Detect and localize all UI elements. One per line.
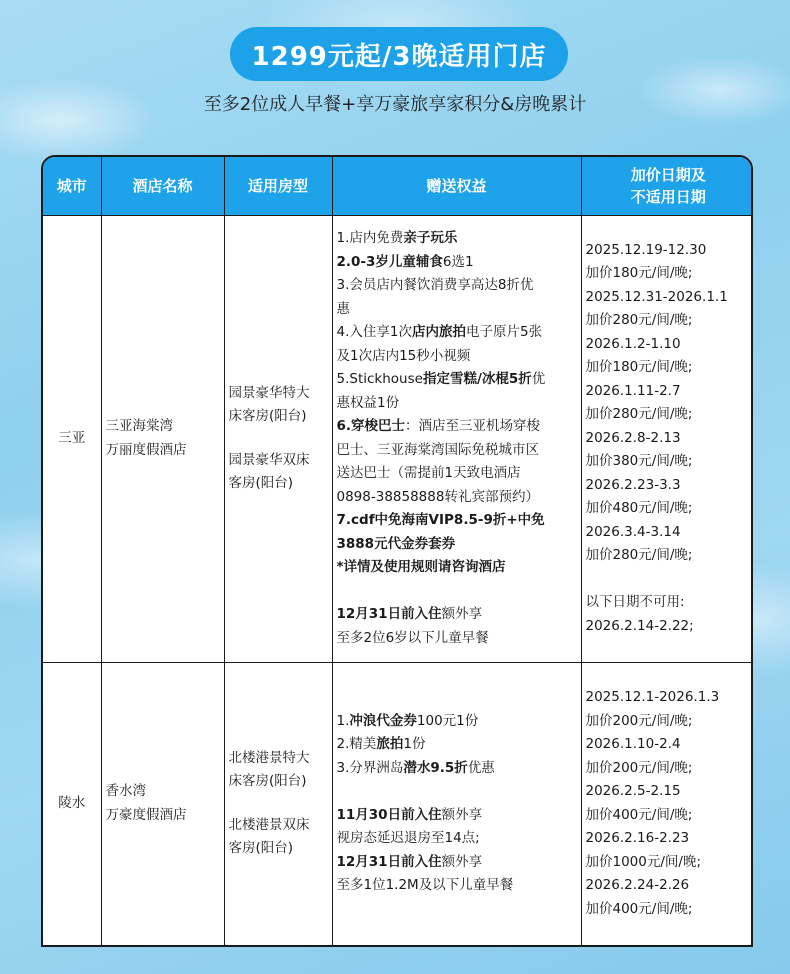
benefit-item: 3.会员店内餐饮消费享高达8折优: [336, 277, 534, 293]
col-header-dates-line1: 加价日期及: [630, 165, 706, 184]
dates-cell: [581, 215, 753, 662]
page-subtitle: 至多2位成人早餐+享万豪旅享家积分&房晚累计: [203, 94, 587, 115]
benefit-text: 4.入住享1次: [336, 324, 412, 340]
room1-line1: 北楼港景特大: [228, 749, 310, 766]
benefit-item: 惠: [336, 300, 350, 317]
table-row: [43, 662, 753, 945]
benefit-text: 1.: [336, 712, 350, 729]
benefit-item: [337, 415, 577, 439]
date-range: 2025.12.1-2026.1.3: [585, 689, 720, 706]
benefit-item: 巴士、三亚海棠湾国际免税城市区: [336, 441, 539, 458]
benefit-item: [337, 757, 577, 781]
benefit-text: 电子原片5张: [465, 324, 543, 340]
surcharge: 加价200元/间/晚;: [585, 759, 693, 776]
date-range: 2025.12.31-2026.1.1: [585, 288, 728, 305]
benefit-highlight: 指定雪糕/冰棍5折: [422, 371, 532, 387]
date-range: 2026.3.4-3.14: [585, 523, 681, 540]
table-header-row: [43, 157, 753, 215]
city-cell: 三亚: [43, 215, 101, 662]
surcharge: 加价480元/间/晚;: [585, 500, 693, 517]
unavailable-label: 以下日期不可用:: [585, 594, 685, 611]
benefit-highlight: 2.0-3岁儿童辅食: [336, 253, 443, 270]
col-header-room: 适用房型: [224, 157, 332, 215]
benefit-text: ：酒店至三亚机场穿梭: [405, 418, 541, 434]
benefit-extra: [337, 804, 577, 828]
benefit-text: 1.店内免费: [336, 230, 404, 246]
surcharge: 加价280元/间/晚;: [585, 547, 693, 564]
benefit-text: 5.Stickhouse: [336, 371, 423, 387]
benefit-highlight: 12月31日前入住: [336, 606, 442, 622]
benefit-extra: 至多1位1.2M及以下儿童早餐: [336, 877, 514, 894]
col-header-hotel: 酒店名称: [101, 157, 224, 215]
benefit-highlight: 潜水9.5折: [403, 759, 468, 776]
surcharge: 加价1000元/间/晚;: [585, 853, 702, 870]
benefit-text: 额外享: [441, 853, 483, 870]
benefit-highlight: 旅拍: [376, 736, 404, 753]
room2-line2: 客房(阳台): [228, 475, 294, 491]
city-cell: 陵水: [43, 662, 101, 945]
date-range: 2026.2.23-3.3: [585, 476, 681, 493]
benefit-text: 6选1: [442, 253, 474, 270]
benefit-highlight: 亲子玩乐: [403, 230, 458, 246]
benefit-highlight: 店内旅拍: [411, 324, 466, 340]
surcharge: 加价280元/间/晚;: [585, 406, 693, 423]
date-range: 2026.2.24-2.26: [585, 877, 690, 894]
benefit-item: 惠权益1份: [336, 394, 400, 411]
date-range: 2026.1.10-2.4: [585, 736, 681, 753]
benefit-extra: 至多2位6岁以下儿童早餐: [336, 629, 489, 646]
surcharge: 加价200元/间/晚;: [585, 712, 693, 729]
hotel-table: [41, 155, 753, 947]
date-range: 2026.2.5-2.15: [585, 783, 681, 800]
benefit-item: [337, 321, 577, 345]
benefit-extra: [337, 603, 577, 627]
room1-line1: 园景豪华特大: [228, 384, 310, 401]
benefit-item: [337, 710, 577, 734]
benefit-highlight: 11月30日前入住: [336, 806, 442, 823]
date-range: 2026.2.16-2.23: [585, 830, 690, 847]
date-range: 2026.1.11-2.7: [585, 382, 681, 399]
date-range: 2026.2.8-2.13: [585, 429, 681, 446]
benefit-item: [337, 251, 577, 275]
benefit-text: 2.精美: [336, 736, 377, 753]
benefit-highlight: 6.穿梭巴士: [336, 418, 406, 434]
col-header-dates-line2: 不适用日期: [630, 187, 706, 206]
room1-line2: 床客房(阳台): [228, 408, 307, 424]
benefit-text: 额外享: [441, 806, 483, 823]
room2-line2: 客房(阳台): [228, 840, 294, 857]
surcharge: 加价400元/间/晚;: [585, 806, 693, 823]
page-title: 1299元起/3晚适用门店: [230, 27, 568, 81]
hotel-name-line1: 三亚海棠湾: [105, 418, 173, 434]
benefit-item: 0898-38858888转礼宾部预约）: [336, 488, 539, 505]
hotel-name-line1: 香水湾: [105, 783, 146, 800]
hotel-name-line2: 万丽度假酒店: [105, 441, 187, 458]
surcharge: 加价180元/间/晚;: [585, 359, 693, 376]
benefit-item: 3888元代金券套券: [336, 535, 456, 552]
room2-line1: 北楼港景双床: [228, 816, 310, 833]
benefit-text: 100元1份: [416, 712, 479, 729]
surcharge: 加价400元/间/晚;: [585, 900, 693, 917]
benefit-extra: 视房态延迟退房至14点;: [336, 830, 480, 847]
benefit-highlight: 冲浪代金券: [349, 712, 417, 729]
surcharge: 加价380元/间/晚;: [585, 453, 693, 470]
dates-cell: [581, 662, 753, 945]
col-header-benefits: 赠送权益: [332, 157, 581, 215]
benefit-text: 优: [531, 371, 546, 387]
benefits-cell: [332, 215, 581, 662]
benefit-text: 额外享: [441, 606, 483, 622]
benefit-text: 优惠: [467, 759, 495, 776]
hotel-cell: [101, 662, 224, 945]
date-range: 2026.1.2-1.10: [585, 335, 681, 352]
room-cell: [224, 215, 332, 662]
benefit-text: 1份: [403, 736, 426, 753]
benefit-extra: [337, 851, 577, 875]
benefit-item: [337, 368, 577, 392]
benefit-highlight: 12月31日前入住: [336, 853, 442, 870]
table-row: [43, 215, 753, 662]
room2-line1: 园景豪华双床: [228, 451, 310, 468]
benefit-item: [337, 227, 577, 251]
col-header-dates: [581, 157, 753, 215]
benefit-text: 3.分界洲岛: [336, 759, 404, 776]
benefit-note: *详情及使用规则请咨询酒店: [336, 559, 506, 575]
room1-line2: 床客房(阳台): [228, 773, 307, 790]
surcharge: 加价280元/间/晚;: [585, 312, 693, 329]
unavailable-dates: 2026.2.14-2.22;: [585, 617, 694, 634]
surcharge: 加价180元/间/晚;: [585, 265, 693, 282]
hotel-cell: [101, 215, 224, 662]
benefit-item: 7.cdf中免海南VIP8.5-9折+中免: [336, 512, 545, 528]
room-cell: [224, 662, 332, 945]
date-range: 2025.12.19-12.30: [585, 241, 707, 258]
benefit-item: 及1次店内15秒小视频: [336, 347, 471, 364]
hotel-name-line2: 万豪度假酒店: [105, 806, 187, 823]
benefit-item: [337, 733, 577, 757]
col-header-city: 城市: [43, 157, 101, 215]
benefits-cell: [332, 662, 581, 945]
benefit-item: 送达巴士（需提前1天致电酒店: [336, 465, 521, 481]
